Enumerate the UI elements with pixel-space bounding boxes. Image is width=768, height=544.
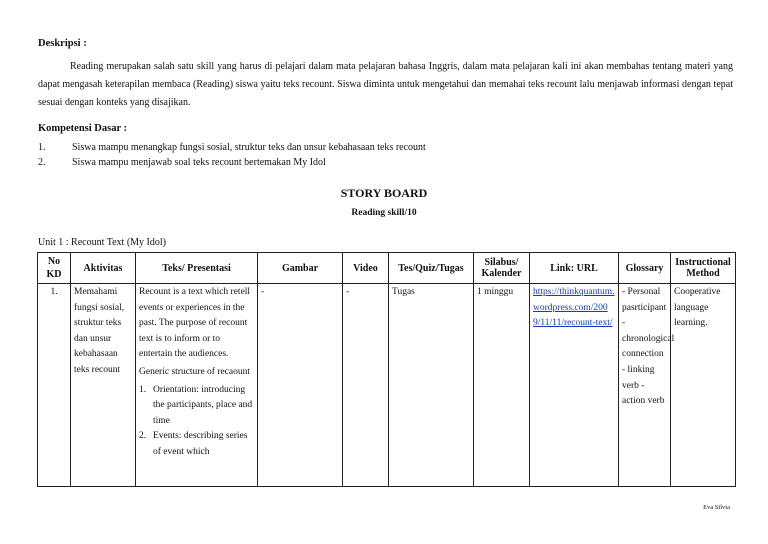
teks-generic-structure: Generic structure of recaount bbox=[139, 366, 251, 377]
cell-video: - bbox=[343, 284, 389, 487]
cell-silabus: 1 minggu bbox=[474, 284, 530, 487]
kompetensi-item-number: 1. bbox=[38, 142, 46, 153]
deskripsi-heading: Deskripsi : bbox=[38, 38, 87, 49]
deskripsi-paragraph bbox=[38, 58, 733, 112]
list-item-text: Orientation: introducing the participants, place and time bbox=[153, 384, 253, 426]
deskripsi-text: Reading merupakan salah satu skill yang harus di pelajari dalam mata pelajaran bahasa Inggris, dalam mata pelajaran kali ini akan membahas tentang materi yang dapat mengasah keterapilan membaca (Reading) siswa yaitu teks recount. Siswa diminta untuk mengetahui dan memahai teks recount lalu menjawab informasi dengan tepat sesuai dengan konteks yang disajikan. bbox=[38, 61, 733, 108]
kompetensi-item-text: Siswa mampu menangkap fungsi sosial, struktur teks dan unsur kebahasaan teks recount bbox=[72, 142, 426, 153]
kompetensi-item-number: 2. bbox=[38, 157, 46, 168]
header-no-kd: No KD bbox=[38, 253, 71, 284]
cell-tes: Tugas bbox=[389, 284, 474, 487]
storyboard-title: STORY BOARD bbox=[340, 186, 428, 200]
cell-aktivitas: Memahami fungsi sosial, struktur teks dan unsur kebahasaan teks recount bbox=[71, 284, 136, 487]
kompetensi-list bbox=[38, 140, 426, 170]
kompetensi-item-text: Siswa mampu menjawab soal teks recount bertemakan My Idol bbox=[72, 157, 326, 168]
footer-author: Eva Silvia bbox=[703, 504, 730, 511]
kompetensi-item bbox=[38, 140, 426, 155]
url-link[interactable]: https://thinkquantum.wordpress.com/2009/11/11/recount-text/ bbox=[533, 287, 615, 329]
header-aktivitas: Aktivitas bbox=[71, 253, 136, 284]
unit-label: Unit 1 : Recount Text (My Idol) bbox=[38, 237, 166, 248]
header-instructional: Instructional Method bbox=[671, 253, 736, 284]
cell-instructional: Cooperative language learning. bbox=[671, 284, 736, 487]
list-item bbox=[139, 429, 254, 460]
header-link: Link: URL bbox=[530, 253, 619, 284]
storyboard-table bbox=[37, 252, 736, 487]
list-item-number: 1. bbox=[139, 384, 147, 395]
table-row bbox=[38, 284, 736, 487]
teks-structure-list bbox=[139, 383, 254, 461]
header-gambar: Gambar bbox=[258, 253, 343, 284]
cell-no: 1. bbox=[38, 284, 71, 487]
list-item bbox=[139, 383, 254, 430]
kompetensi-item bbox=[38, 155, 426, 170]
cell-glossary: - Personal pasrticipant - chronological connection - linking verb -action verb bbox=[619, 284, 671, 487]
list-item-text: Events: describing series of event which bbox=[153, 431, 248, 457]
header-silabus: Silabus/ Kalender bbox=[474, 253, 530, 284]
header-teks: Teks/ Presentasi bbox=[136, 253, 258, 284]
table-header-row bbox=[38, 253, 736, 284]
list-item-number: 2. bbox=[139, 431, 147, 442]
cell-gambar: - bbox=[258, 284, 343, 487]
teks-intro: Recount is a text which retell events or experiences in the past. The purpose of recount text is to inform or to entertain the audiences. bbox=[139, 287, 251, 360]
header-video: Video bbox=[343, 253, 389, 284]
header-tes: Tes/Quiz/Tugas bbox=[389, 253, 474, 284]
header-glossary: Glossary bbox=[619, 253, 671, 284]
cell-teks bbox=[136, 284, 258, 487]
storyboard-subtitle: Reading skill/10 bbox=[351, 208, 417, 218]
kompetensi-heading: Kompetensi Dasar : bbox=[38, 123, 128, 134]
cell-link bbox=[530, 284, 619, 487]
